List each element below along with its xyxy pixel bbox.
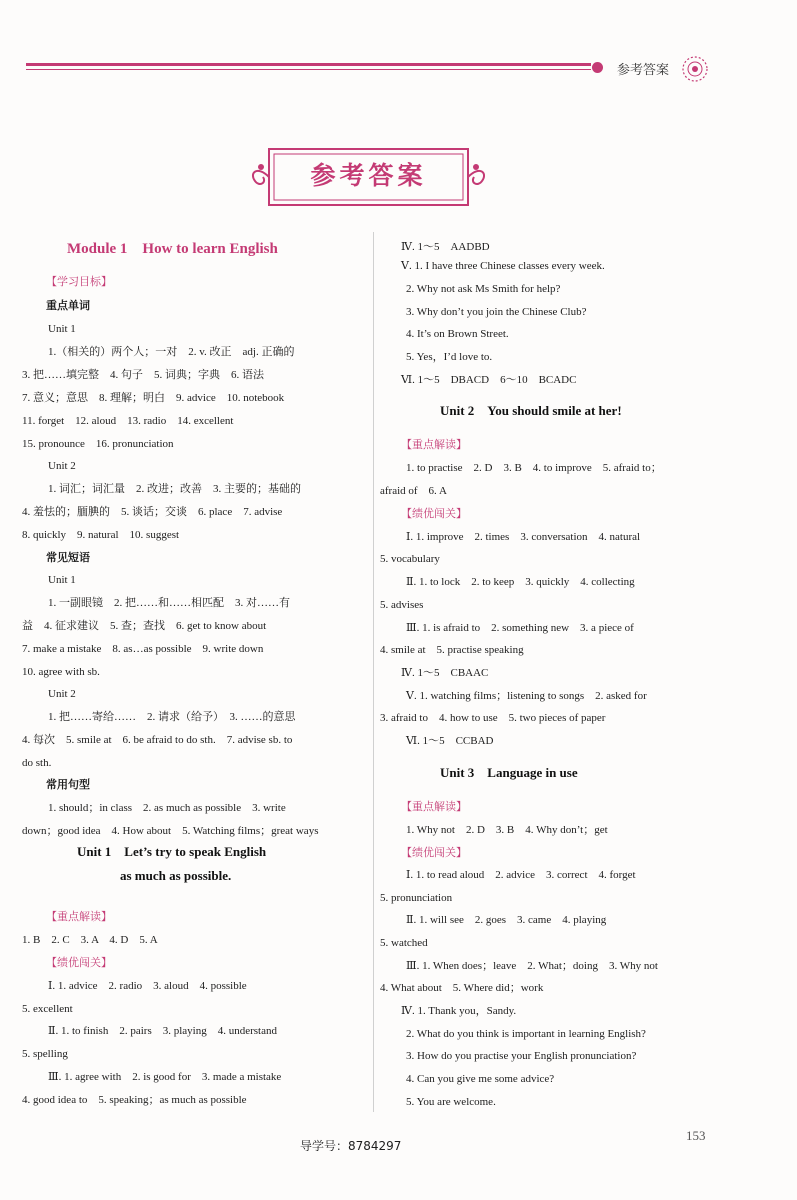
answer-line: Unit 2 <box>48 460 76 472</box>
answer-line: 15. pronounce 16. pronunciation <box>22 438 174 450</box>
answer-line: Ⅳ. 1. Thank you，Sandy. <box>401 1005 517 1017</box>
answer-line: 5. watched <box>380 937 428 949</box>
answer-line: 1. 一副眼镜 2. 把……和……相匹配 3. 对……有 <box>48 597 290 609</box>
answer-line: Ⅱ. 1. to lock 2. to keep 3. quickly 4. collecting <box>406 576 635 588</box>
answer-line: down；good idea 4. How about 5. Watching films；great ways <box>22 825 319 837</box>
column-divider <box>373 232 374 1112</box>
answer-line: 【绩优闯关】 <box>401 846 467 859</box>
answer-line: 【重点解读】 <box>401 800 467 813</box>
answer-line: do sth. <box>22 757 52 769</box>
answer-line: 5. excellent <box>22 1003 73 1015</box>
answer-line: 5. vocabulary <box>380 553 440 565</box>
answer-line: Ⅴ. 1. watching films；listening to songs 2. asked for <box>406 690 647 702</box>
answer-line: Unit 2 You should smile at her! <box>440 403 622 418</box>
answer-line: 4. What about 5. Where did；work <box>380 982 544 994</box>
answer-line: 11. forget 12. aloud 13. radio 14. excellent <box>22 415 234 427</box>
answer-line: 4. 每次 5. smile at 6. be afraid to do sth. 7. advise sb. to <box>22 734 293 746</box>
answer-line: 益 4. 征求建议 5. 查；查找 6. get to know about <box>22 620 267 632</box>
answer-line: Ⅱ. 1. to finish 2. pairs 3. playing 4. understand <box>48 1025 277 1037</box>
answer-line: 4. It’s on Brown Street. <box>406 328 509 340</box>
answer-line: Ⅲ. 1. agree with 2. is good for 3. made a mistake <box>48 1071 282 1083</box>
answer-line: Unit 1 Let’s try to speak English <box>77 844 267 859</box>
flower-ornament-icon <box>680 54 710 84</box>
answer-line: 常用句型 <box>46 778 90 791</box>
answer-line: Unit 2 <box>48 688 76 700</box>
header-rule-thin <box>26 69 591 70</box>
answer-line: 【重点解读】 <box>401 438 467 451</box>
answer-line: 4. smile at 5. practise speaking <box>380 644 524 656</box>
answer-line: 7. 意义；意思 8. 理解；明白 9. advice 10. notebook <box>22 392 285 404</box>
answer-line: Ⅱ. 1. will see 2. goes 3. came 4. playing <box>406 914 607 926</box>
answer-line: Unit 1 <box>48 323 76 335</box>
answer-line: Unit 3 Language in use <box>440 765 578 780</box>
answer-line: 5. pronunciation <box>380 892 453 904</box>
header-label: 参考答案 <box>617 63 670 78</box>
answer-line: 1. 把……寄给…… 2. 请求（给予） 3. ……的意思 <box>48 711 296 723</box>
answer-line: 3. Why don’t you join the Chinese Club? <box>406 306 587 318</box>
answer-line: 1. should；in class 2. as much as possible 3. write <box>48 802 286 814</box>
answer-line: 5. Yes，I’d love to. <box>406 351 493 363</box>
answer-line: 2. What do you think is important in learning English? <box>406 1028 646 1040</box>
answer-line: 3. How do you practise your English pronunciation? <box>406 1050 637 1062</box>
answer-line: 重点单词 <box>46 299 90 312</box>
answer-line: Ⅲ. 1. is afraid to 2. something new 3. a piece of <box>406 622 634 634</box>
answer-line: Ⅵ. 1～5 DBACD 6～10 BCADC <box>401 374 577 386</box>
answer-line: 10. agree with sb. <box>22 666 100 678</box>
answer-line: 4. good idea to 5. speaking；as much as possible <box>22 1094 247 1106</box>
answer-line: 3. afraid to 4. how to use 5. two pieces of paper <box>380 712 606 724</box>
answer-line: 2. Why not ask Ms Smith for help? <box>406 283 561 295</box>
page-number: 153 <box>686 1128 706 1143</box>
answer-line: Ⅰ. 1. improve 2. times 3. conversation 4. natural <box>406 531 641 543</box>
answer-line: Unit 1 <box>48 574 76 586</box>
answer-line: 3. 把……填完整 4. 句子 5. 词典；字典 6. 语法 <box>22 369 264 381</box>
answer-line: Ⅳ. 1～5 CBAAC <box>401 667 489 679</box>
page-title: 参考答案 <box>310 161 427 190</box>
answer-line: Ⅰ. 1. advice 2. radio 3. aloud 4. possible <box>48 980 247 992</box>
answer-line: 5. spelling <box>22 1048 68 1060</box>
answer-line: Ⅳ. 1～5 AADBD <box>401 241 490 253</box>
answer-line: 4. Can you give me some advice? <box>406 1073 555 1085</box>
answer-line: 【重点解读】 <box>46 910 112 923</box>
answer-line: 7. make a mistake 8. as…as possible 9. write down <box>22 643 264 655</box>
guide-number: 导学号：8784297 <box>300 1139 402 1153</box>
answer-line: afraid of 6. A <box>380 485 447 497</box>
answer-line: 【绩优闯关】 <box>46 956 112 969</box>
answer-line: 5. You are welcome. <box>406 1096 496 1108</box>
answer-line: 1. 词汇；词汇量 2. 改进；改善 3. 主要的；基础的 <box>48 483 301 495</box>
answer-line: 1.（相关的）两个人；一对 2. v. 改正 adj. 正确的 <box>48 346 295 358</box>
answer-line: 常见短语 <box>46 551 90 564</box>
answer-line: 【学习目标】 <box>46 275 112 288</box>
answer-line: 1. Why not 2. D 3. B 4. Why don’t；get <box>406 824 608 836</box>
answer-line: Module 1 How to learn English <box>67 241 278 257</box>
answer-line: Ⅵ. 1～5 CCBAD <box>406 735 494 747</box>
answer-line: Ⅲ. 1. When does；leave 2. What；doing 3. Why not <box>406 960 658 972</box>
answer-line: Ⅰ. 1. to read aloud 2. advice 3. correct 4. forget <box>406 869 636 881</box>
answer-line: 1. B 2. C 3. A 4. D 5. A <box>22 934 158 946</box>
answer-line: as much as possible. <box>120 868 232 883</box>
answer-line: 1. to practise 2. D 3. B 4. to improve 5. afraid to； <box>406 462 662 474</box>
answer-line: 8. quickly 9. natural 10. suggest <box>22 529 180 541</box>
answer-line: 【绩优闯关】 <box>401 507 467 520</box>
answer-line: 4. 羞怯的；腼腆的 5. 谈话；交谈 6. place 7. advise <box>22 506 283 518</box>
header-rule-thick <box>26 63 591 66</box>
answer-line: Ⅴ. 1. I have three Chinese classes every week. <box>401 260 605 272</box>
answer-line: 5. advises <box>380 599 424 611</box>
header-dot <box>592 62 603 73</box>
